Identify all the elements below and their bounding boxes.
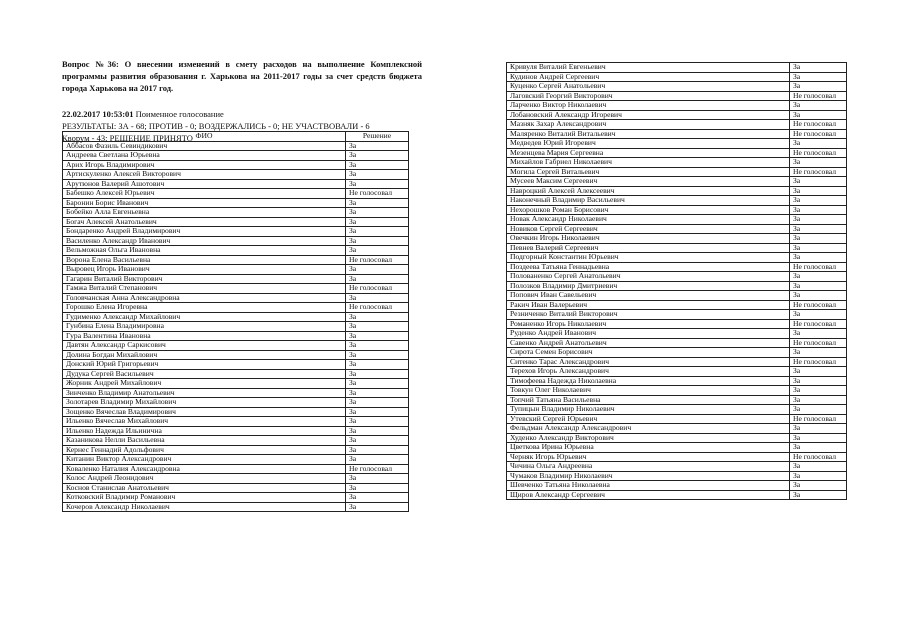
deputy-name: Подгорный Константин Юрьевич — [507, 253, 790, 263]
table-row — [507, 205, 847, 215]
vote-decision: За — [346, 369, 409, 379]
vote-results: РЕЗУЛЬТАТЫ: ЗА - 68; ПРОТИВ - 0; ВОЗДЕРЖАЛИСЬ - 0; НЕ УЧАСТВОВАЛИ - 6 — [62, 121, 370, 131]
vote-decision: За — [790, 367, 847, 377]
vote-decision: Не голосовал — [790, 129, 847, 139]
deputy-name: Медведев Юрий Игоревич — [507, 139, 790, 149]
table-row — [63, 217, 409, 227]
vote-decision: Не голосовал — [790, 120, 847, 130]
vote-decision: За — [790, 329, 847, 339]
deputy-name: Савенко Андрей Анатольевич — [507, 338, 790, 348]
deputy-name: Щиров Александр Сергеевич — [507, 490, 790, 500]
deputy-name: Тимофеева Надежда Николаевна — [507, 376, 790, 386]
deputy-name: Терехов Игорь Александрович — [507, 367, 790, 377]
vote-decision: За — [346, 170, 409, 180]
table-row — [507, 82, 847, 92]
vote-decision: За — [346, 398, 409, 408]
table-row — [507, 139, 847, 149]
vote-decision: За — [346, 436, 409, 446]
vote-decision: За — [346, 388, 409, 398]
table-row — [63, 322, 409, 332]
deputy-name: Ситенко Тарас Александрович — [507, 357, 790, 367]
vote-decision: За — [346, 236, 409, 246]
deputy-name: Колос Андрей Леонидович — [63, 474, 346, 484]
deputy-name: Романенко Игорь Николаевич — [507, 319, 790, 329]
vote-decision: За — [346, 360, 409, 370]
vote-decision: За — [790, 395, 847, 405]
table-row — [507, 338, 847, 348]
vote-decision: За — [790, 139, 847, 149]
table-row — [63, 455, 409, 465]
vote-decision: Не голосовал — [790, 300, 847, 310]
deputy-name: Сирота Семен Борисович — [507, 348, 790, 358]
vote-decision: За — [790, 177, 847, 187]
vote-decision: Не голосовал — [790, 167, 847, 177]
table-row — [507, 120, 847, 130]
table-row — [507, 471, 847, 481]
table-row — [63, 312, 409, 322]
table-row — [507, 224, 847, 234]
deputy-name: Маляренко Виталий Витальевич — [507, 129, 790, 139]
table-row — [63, 170, 409, 180]
deputy-name: Кернес Геннадий Адольфович — [63, 445, 346, 455]
vote-decision: За — [346, 407, 409, 417]
table-row — [507, 405, 847, 415]
table-row — [507, 272, 847, 282]
deputy-name: Мезенцева Мария Сергеевна — [507, 148, 790, 158]
deputy-name: Шевченко Татьяна Николаевна — [507, 481, 790, 491]
table-row — [63, 350, 409, 360]
vote-decision: За — [790, 310, 847, 320]
deputy-name: Василенко Александр Иванович — [63, 236, 346, 246]
vote-decision: За — [346, 341, 409, 351]
table-row — [507, 443, 847, 453]
deputy-name: Тупицын Владимир Николаевич — [507, 405, 790, 415]
vote-decision: За — [346, 227, 409, 237]
vote-decision: За — [790, 82, 847, 92]
vote-decision: За — [346, 179, 409, 189]
deputy-name: Арих Игорь Владимирович — [63, 160, 346, 170]
table-row — [63, 303, 409, 313]
deputy-name: Певнев Валерий Сергеевич — [507, 243, 790, 253]
vote-decision: За — [790, 253, 847, 263]
deputy-name: Утевский Сергей Юрьевич — [507, 414, 790, 424]
vote-info — [62, 108, 422, 120]
deputy-name: Руденко Андрей Иванович — [507, 329, 790, 339]
table-row — [63, 293, 409, 303]
vote-decision: За — [790, 72, 847, 82]
deputy-name: Топчий Татьяна Васильевна — [507, 395, 790, 405]
deputy-name: Черняк Игорь Юрьевич — [507, 452, 790, 462]
table-row — [63, 388, 409, 398]
vote-decision: За — [790, 386, 847, 396]
deputy-name: Артискуленко Алексей Викторович — [63, 170, 346, 180]
vote-decision: За — [346, 293, 409, 303]
deputy-name: Ворона Елена Васильевна — [63, 255, 346, 265]
deputy-name: Зощенко Вячеслав Владимирович — [63, 407, 346, 417]
vote-decision: За — [346, 417, 409, 427]
deputy-name: Зинченко Владимир Анатольевич — [63, 388, 346, 398]
column-header-decision: Решение — [346, 132, 409, 142]
deputy-name: Ракич Иван Валерьевич — [507, 300, 790, 310]
vote-decision: За — [346, 217, 409, 227]
table-row — [63, 341, 409, 351]
deputy-name: Чумаков Владимир Николаевич — [507, 471, 790, 481]
vote-decision: За — [346, 322, 409, 332]
vote-decision: За — [346, 151, 409, 161]
vote-decision: За — [790, 63, 847, 73]
deputy-name: Полозков Владимир Дмитриевич — [507, 281, 790, 291]
vote-decision: За — [346, 426, 409, 436]
vote-decision: За — [790, 376, 847, 386]
table-row — [507, 310, 847, 320]
table-row — [507, 63, 847, 73]
deputy-name: Товкун Олег Николаевич — [507, 386, 790, 396]
vote-decision: За — [346, 445, 409, 455]
vote-decision: За — [346, 350, 409, 360]
deputy-name: Коснов Станислав Анатольевич — [63, 483, 346, 493]
deputy-name: Попович Иван Савельевич — [507, 291, 790, 301]
table-row — [507, 262, 847, 272]
deputy-name: Лаговский Георгий Викторович — [507, 91, 790, 101]
deputy-name: Бабешко Алексей Юрьевич — [63, 189, 346, 199]
vote-decision: За — [346, 160, 409, 170]
table-row — [507, 215, 847, 225]
table-row — [507, 395, 847, 405]
deputy-name: Овечкин Игорь Николаевич — [507, 234, 790, 244]
deputy-name: Ларченко Виктор Николаевич — [507, 101, 790, 111]
vote-decision: За — [346, 493, 409, 503]
deputy-name: Гура Валентина Ивановна — [63, 331, 346, 341]
deputy-name: Могила Сергей Витальевич — [507, 167, 790, 177]
vote-decision: За — [346, 502, 409, 512]
table-row — [63, 360, 409, 370]
table-row — [507, 424, 847, 434]
right-votes-table — [506, 62, 847, 500]
vote-decision: За — [790, 186, 847, 196]
table-row — [63, 493, 409, 503]
table-row — [507, 490, 847, 500]
deputy-name: Гудименко Александр Михайлович — [63, 312, 346, 322]
deputy-name: Бобейко Алла Евгеньевна — [63, 208, 346, 218]
column-header-name: ФИО — [63, 132, 346, 142]
vote-decision: За — [790, 272, 847, 282]
deputy-name: Богач Алексей Анатольевич — [63, 217, 346, 227]
deputy-name: Золотарев Владимир Михайлович — [63, 398, 346, 408]
deputy-name: Мазняк Захар Александрович — [507, 120, 790, 130]
deputy-name: Худенко Александр Викторович — [507, 433, 790, 443]
deputy-name: Казаникова Нелли Васильевна — [63, 436, 346, 446]
vote-decision: За — [790, 215, 847, 225]
deputy-name: Выровец Игорь Иванович — [63, 265, 346, 275]
table-row — [63, 179, 409, 189]
vote-decision: За — [790, 405, 847, 415]
table-row — [63, 369, 409, 379]
vote-decision: За — [790, 110, 847, 120]
deputy-name: Давтян Александр Саркисович — [63, 341, 346, 351]
deputy-name: Поздеева Татьяна Геннадьевна — [507, 262, 790, 272]
left-table-body — [63, 141, 409, 512]
table-row — [507, 129, 847, 139]
table-row — [63, 417, 409, 427]
table-row — [63, 265, 409, 275]
vote-decision: Не голосовал — [346, 464, 409, 474]
table-row — [63, 331, 409, 341]
vote-decision: Не голосовал — [790, 91, 847, 101]
table-row — [507, 452, 847, 462]
deputy-name: Жорник Андрей Михайлович — [63, 379, 346, 389]
table-row — [507, 481, 847, 491]
vote-decision: Не голосовал — [790, 148, 847, 158]
vote-decision: За — [790, 443, 847, 453]
vote-decision: За — [346, 379, 409, 389]
table-row — [63, 398, 409, 408]
deputy-name: Кудинов Андрей Сергеевич — [507, 72, 790, 82]
vote-decision: За — [790, 291, 847, 301]
deputy-name: Цветкова Ирина Юрьевна — [507, 443, 790, 453]
deputy-name: Китанин Виктор Александрович — [63, 455, 346, 465]
left-votes-table — [62, 131, 409, 512]
table-row — [63, 160, 409, 170]
vote-decision: Не голосовал — [790, 452, 847, 462]
vote-datetime: 22.02.2017 10:53:01 — [62, 109, 134, 119]
vote-decision: За — [346, 331, 409, 341]
vote-decision: За — [790, 243, 847, 253]
vote-decision: За — [790, 101, 847, 111]
deputy-name: Ильенко Надежда Ильинична — [63, 426, 346, 436]
table-row — [507, 91, 847, 101]
table-row — [507, 376, 847, 386]
vote-decision: За — [790, 205, 847, 215]
deputy-name: Дудука Сергей Васильевич — [63, 369, 346, 379]
table-row — [63, 379, 409, 389]
deputy-name: Коваленко Наталия Александровна — [63, 464, 346, 474]
table-row — [507, 186, 847, 196]
deputy-name: Навроцкий Алексей Алексеевич — [507, 186, 790, 196]
deputy-name: Фельдман Александр Александрович — [507, 424, 790, 434]
table-row — [63, 284, 409, 294]
table-row — [63, 483, 409, 493]
deputy-name: Арутюнов Валерий Ашотович — [63, 179, 346, 189]
table-row — [63, 274, 409, 284]
deputy-name: Мусеев Максим Сергеевич — [507, 177, 790, 187]
vote-decision: За — [790, 424, 847, 434]
table-row — [63, 436, 409, 446]
deputy-name: Кривуля Виталий Евгеньевич — [507, 63, 790, 73]
deputy-name: Ильенко Вячеслав Михайлович — [63, 417, 346, 427]
vote-decision: Не голосовал — [790, 319, 847, 329]
right-table-body — [507, 63, 847, 500]
table-row — [63, 198, 409, 208]
table-row — [507, 386, 847, 396]
deputy-name: Новак Александр Николаевич — [507, 215, 790, 225]
deputy-name: Резниченко Виталий Викторович — [507, 310, 790, 320]
table-row — [507, 319, 847, 329]
vote-decision: Не голосовал — [346, 189, 409, 199]
vote-decision: Не голосовал — [790, 338, 847, 348]
deputy-name: Горошко Елена Игоревна — [63, 303, 346, 313]
table-header-row — [63, 132, 409, 142]
table-row — [63, 151, 409, 161]
deputy-name: Баронин Борис Иванович — [63, 198, 346, 208]
table-row — [63, 141, 409, 151]
vote-decision: Не голосовал — [346, 303, 409, 313]
vote-decision: За — [346, 246, 409, 256]
vote-decision: За — [346, 198, 409, 208]
table-row — [63, 426, 409, 436]
table-row — [63, 255, 409, 265]
deputy-name: Головчанская Анна Александровна — [63, 293, 346, 303]
vote-decision: Не голосовал — [346, 255, 409, 265]
table-row — [507, 357, 847, 367]
table-row — [507, 329, 847, 339]
table-row — [507, 234, 847, 244]
table-row — [507, 433, 847, 443]
table-row — [63, 474, 409, 484]
vote-decision: За — [346, 141, 409, 151]
vote-decision: Не голосовал — [346, 284, 409, 294]
deputy-name: Нехорошков Роман Борисович — [507, 205, 790, 215]
vote-type: Поименное голосование — [135, 109, 224, 119]
table-row — [507, 196, 847, 206]
table-row — [63, 208, 409, 218]
table-row — [507, 253, 847, 263]
deputy-name: Котковский Владимир Романович — [63, 493, 346, 503]
deputy-name: Гунбина Елена Владимировна — [63, 322, 346, 332]
vote-decision: За — [346, 265, 409, 275]
table-row — [507, 167, 847, 177]
question-title: Вопрос №36: О внесении изменений в смету расходов на выполнение Комплексной программы развития образования г. Харькова на 2011-2017 годы за счет средств бюджета города Харькова на 2017 год. — [62, 59, 422, 93]
table-row — [507, 281, 847, 291]
table-row — [63, 227, 409, 237]
table-row — [507, 72, 847, 82]
vote-decision: За — [790, 471, 847, 481]
vote-decision: За — [790, 348, 847, 358]
table-row — [507, 462, 847, 472]
deputy-name: Андреева Светлана Юрьевна — [63, 151, 346, 161]
table-row — [507, 291, 847, 301]
vote-decision: За — [790, 490, 847, 500]
vote-decision: Не голосовал — [790, 262, 847, 272]
vote-decision: За — [790, 433, 847, 443]
vote-decision: За — [790, 462, 847, 472]
vote-decision: За — [790, 196, 847, 206]
vote-decision: За — [790, 281, 847, 291]
vote-decision: За — [346, 483, 409, 493]
deputy-name: Куценко Сергей Анатольевич — [507, 82, 790, 92]
table-row — [507, 348, 847, 358]
table-row — [507, 300, 847, 310]
vote-decision: За — [346, 455, 409, 465]
table-row — [63, 445, 409, 455]
table-row — [63, 236, 409, 246]
deputy-name: Полованенко Сергей Анатольевич — [507, 272, 790, 282]
vote-decision: За — [346, 312, 409, 322]
deputy-name: Аббасов Фазиль Севиндикович — [63, 141, 346, 151]
deputy-name: Чичина Ольга Андреевна — [507, 462, 790, 472]
table-row — [63, 189, 409, 199]
deputy-name: Долина Богдан Михайлович — [63, 350, 346, 360]
vote-decision: За — [790, 234, 847, 244]
table-row — [507, 177, 847, 187]
table-row — [507, 243, 847, 253]
table-row — [63, 502, 409, 512]
deputy-name: Наконечный Владимир Васильевич — [507, 196, 790, 206]
vote-quorum: Кворум - 43; РЕШЕНИЕ ПРИНЯТО — [62, 133, 193, 143]
vote-decision: За — [346, 474, 409, 484]
vote-decision: Не голосовал — [790, 357, 847, 367]
deputy-name: Лобановский Александр Игоревич — [507, 110, 790, 120]
table-row — [507, 158, 847, 168]
deputy-name: Бондаренко Андрей Владимирович — [63, 227, 346, 237]
deputy-name: Кочеров Александр Николаевич — [63, 502, 346, 512]
vote-decision: За — [346, 274, 409, 284]
vote-decision: Не голосовал — [790, 414, 847, 424]
deputy-name: Вельможная Ольга Ивановна — [63, 246, 346, 256]
table-row — [507, 367, 847, 377]
vote-decision: За — [790, 481, 847, 491]
deputy-name: Михайлов Габриел Николаевич — [507, 158, 790, 168]
deputy-name: Гамжа Виталий Степанович — [63, 284, 346, 294]
vote-decision: За — [790, 158, 847, 168]
table-row — [507, 414, 847, 424]
deputy-name: Гагарин Виталий Викторович — [63, 274, 346, 284]
table-row — [63, 407, 409, 417]
table-row — [63, 464, 409, 474]
table-row — [507, 101, 847, 111]
vote-decision: За — [790, 224, 847, 234]
table-row — [507, 148, 847, 158]
table-row — [507, 110, 847, 120]
table-row — [63, 246, 409, 256]
deputy-name: Новиков Сергей Сергеевич — [507, 224, 790, 234]
vote-decision: За — [346, 208, 409, 218]
deputy-name: Донский Юрий Григорьевич — [63, 360, 346, 370]
